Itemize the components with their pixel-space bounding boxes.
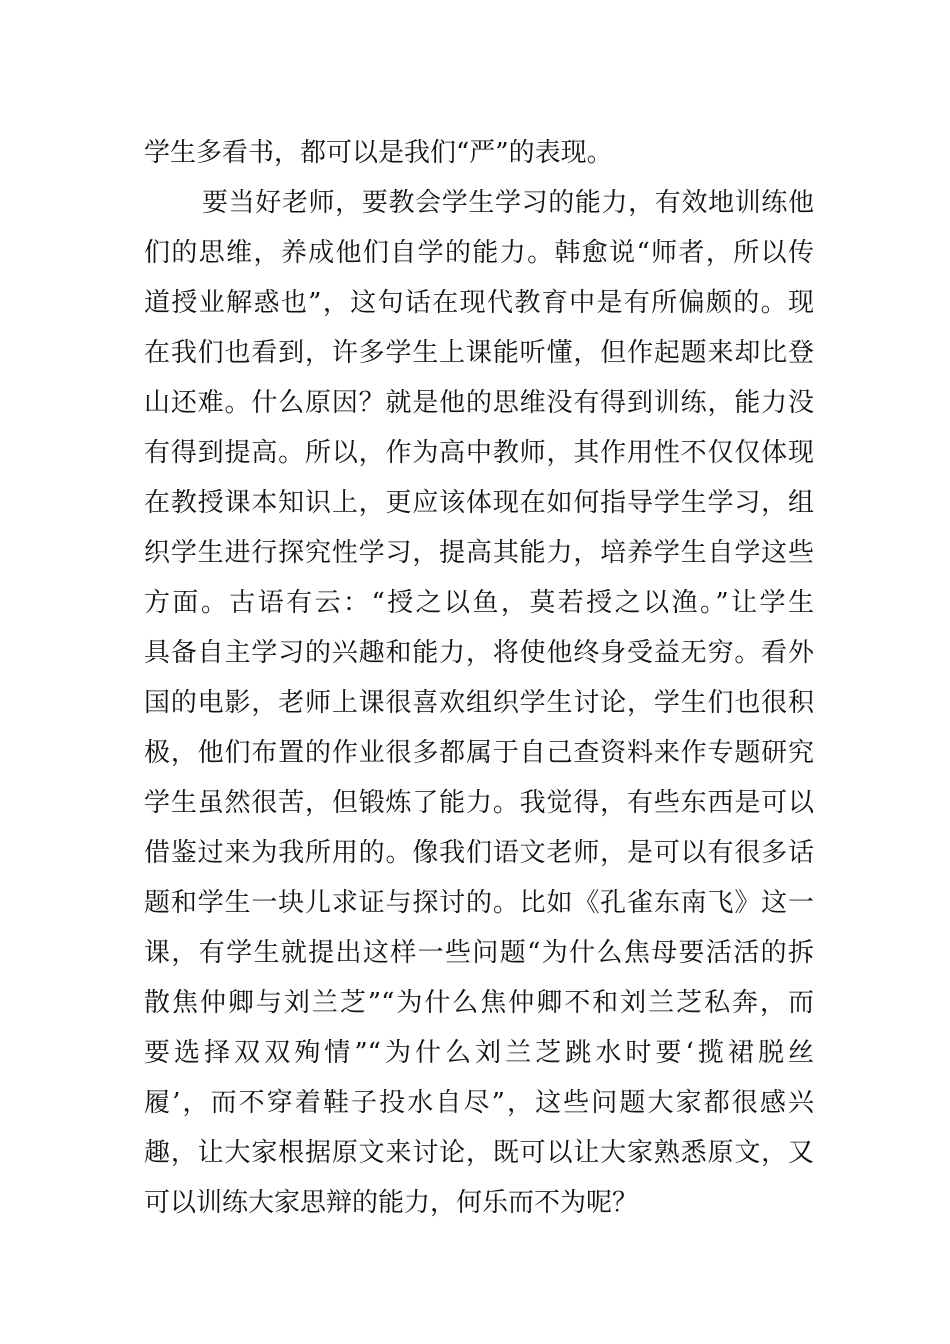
text-line: 道授业解惑也”，这句话在现代教育中是有所偏颇的。现 <box>144 288 814 318</box>
paragraph-first-line: 要当好老师，要教会学生学习的能力，有效地训练他 <box>202 188 814 218</box>
text-line: 学生多看书，都可以是我们“严”的表现。 <box>144 138 613 168</box>
text-line: 可以训练大家思辩的能力，何乐而不为呢？ <box>144 1188 639 1218</box>
text-line: 山还难。什么原因？就是他的思维没有得到训练，能力没 <box>144 388 814 418</box>
text-line: 在教授课本知识上，更应该体现在如何指导学生学习，组 <box>144 488 814 518</box>
text-line: 有得到提高。所以，作为高中教师，其作用性不仅仅体现 <box>144 438 814 468</box>
text-line: 极，他们布置的作业很多都属于自己查资料来作专题研究 <box>144 738 814 768</box>
text-line: 借鉴过来为我所用的。像我们语文老师，是可以有很多话 <box>144 838 814 868</box>
text-line: 散焦仲卿与刘兰芝”“为什么焦仲卿不和刘兰芝私奔，而 <box>144 988 814 1018</box>
text-line: 题和学生一块儿求证与探讨的。比如《孔雀东南飞》这一 <box>144 888 814 918</box>
text-line: 织学生进行探究性学习，提高其能力，培养学生自学这些 <box>144 538 814 568</box>
text-line: 具备自主学习的兴趣和能力，将使他终身受益无穷。看外 <box>144 638 814 668</box>
text-line: 趣，让大家根据原文来讨论，既可以让大家熟悉原文，又 <box>144 1138 814 1168</box>
body-text <box>144 128 814 1228</box>
text-line: 要选择双双殉情”“为什么刘兰芝跳水时要‘揽裙脱丝 <box>144 1038 814 1068</box>
text-line: 课，有学生就提出这样一些问题“为什么焦母要活活的拆 <box>144 938 814 968</box>
text-line: 履’，而不穿着鞋子投水自尽”，这些问题大家都很感兴 <box>144 1088 814 1118</box>
text-line: 们的思维，养成他们自学的能力。韩愈说“师者，所以传 <box>144 238 814 268</box>
text-line: 国的电影，老师上课很喜欢组织学生讨论，学生们也很积 <box>144 688 814 718</box>
text-line: 学生虽然很苦，但锻炼了能力。我觉得，有些东西是可以 <box>144 788 814 818</box>
text-line: 方面。古语有云：“授之以鱼，莫若授之以渔。”让学生 <box>144 588 814 618</box>
text-line: 在我们也看到，许多学生上课能听懂，但作起题来却比登 <box>144 338 814 368</box>
